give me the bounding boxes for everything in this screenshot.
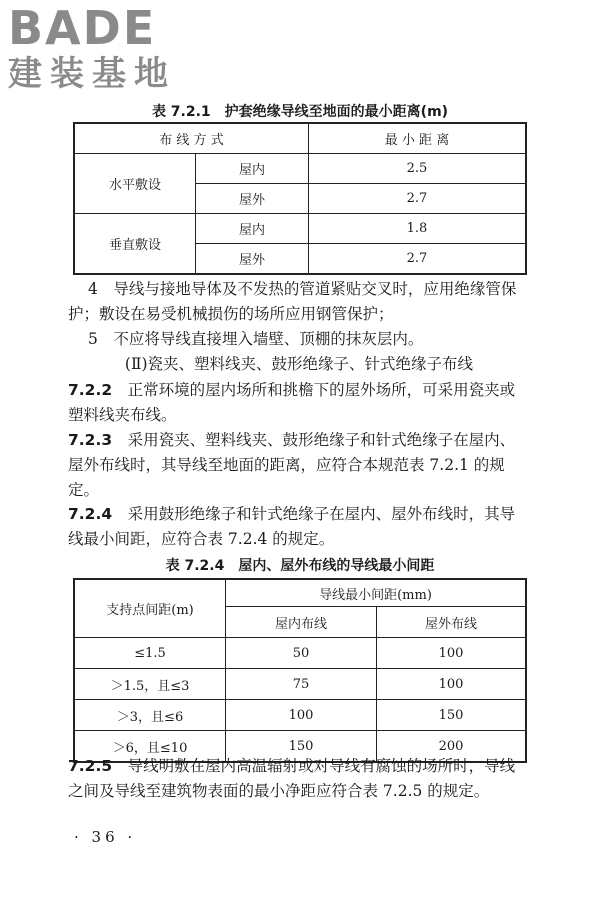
clause-7-2-3 — [68, 428, 530, 503]
table1-header-min-distance: 最 小 距 离 — [309, 123, 527, 154]
table2-span: ＞3，且≤6 — [74, 700, 226, 731]
table1-value: 1.8 — [309, 214, 527, 244]
table-row — [74, 638, 526, 669]
table-row — [74, 669, 526, 700]
table2-header-group: 导线最小间距(mm) — [226, 579, 527, 607]
table1-location: 屋内 — [196, 214, 309, 244]
table1-location: 屋内 — [196, 154, 309, 184]
logo-latin: BADE — [8, 1, 157, 55]
clause-number: 7.2.3 — [68, 431, 113, 449]
table1-group-horizontal: 水平敷设 — [74, 154, 196, 214]
clause-number: 7.2.2 — [68, 381, 113, 399]
table-row — [74, 700, 526, 731]
table1-caption: 表 7.2.1 护套绝缘导线至地面的最小距离(m) — [151, 104, 449, 120]
table1-location: 屋外 — [196, 184, 309, 214]
table2-header-indoor: 屋内布线 — [226, 607, 377, 638]
table1-group-vertical: 垂直敷设 — [74, 214, 196, 275]
table2-indoor: 100 — [226, 700, 377, 731]
table2-span: ＞6，且≤10 — [74, 731, 226, 763]
clause-7-2-5 — [68, 754, 530, 804]
logo-chinese: 建装基地 — [8, 54, 176, 94]
clause-text: 正常环境的屋内场所和挑檐下的屋外场所，可采用瓷夹或塑料线夹布线。 — [68, 381, 516, 424]
table1-value: 2.5 — [309, 154, 527, 184]
table2-indoor: 50 — [226, 638, 377, 669]
clause-number: 7.2.4 — [68, 505, 113, 523]
table2-outdoor: 100 — [377, 638, 527, 669]
clause-text: 采用鼓形绝缘子和针式绝缘子在屋内、屋外布线时，其导线最小间距，应符合表 7.2.4 的规定。 — [68, 505, 516, 548]
clause-7-2-2 — [68, 378, 530, 428]
table2-span: ＞1.5，且≤3 — [74, 669, 226, 700]
table-7-2-1 — [73, 122, 527, 275]
table2-indoor: 75 — [226, 669, 377, 700]
clause-7-2-4 — [68, 502, 530, 552]
table2-outdoor: 150 — [377, 700, 527, 731]
table2-outdoor: 100 — [377, 669, 527, 700]
table2-header-outdoor: 屋外布线 — [377, 607, 527, 638]
clause-text: 采用瓷夹、塑料线夹、鼓形绝缘子和针式绝缘子在屋内、屋外布线时，其导线至地面的距离，应符合本规范表 7.2.1 的规定。 — [68, 431, 516, 499]
table1-location: 屋外 — [196, 244, 309, 275]
table2-header-span: 支持点间距(m) — [74, 579, 226, 638]
table2-caption: 表 7.2.4 屋内、屋外布线的导线最小间距 — [165, 558, 435, 574]
clause-number: 7.2.5 — [68, 757, 113, 775]
subsection-heading: (Ⅱ)瓷夹、塑料线夹、鼓形绝缘子、针式绝缘子布线 — [124, 355, 474, 373]
paragraph-item-5: 5 不应将导线直接埋入墙壁、顶棚的抹灰层内。 — [88, 330, 424, 348]
table-7-2-4 — [73, 578, 527, 763]
paragraph-item-4: 4 导线与接地导体及不发热的管道紧贴交叉时，应用绝缘管保护；敷设在易受机械损伤的场所应用钢管保护； — [68, 280, 517, 323]
logo — [8, 1, 176, 94]
table2-outdoor: 200 — [377, 731, 527, 763]
table2-indoor: 150 — [226, 731, 377, 763]
table1-value: 2.7 — [309, 184, 527, 214]
page-number: · 36 · — [74, 828, 137, 846]
table1-value: 2.7 — [309, 244, 527, 275]
table2-span: ≤1.5 — [74, 638, 226, 669]
clause-text: 导线明敷在屋内高温辐射或对导线有腐蚀的场所时，导线之间及导线至建筑物表面的最小净距应符合表 7.2.5 的规定。 — [68, 757, 516, 800]
table1-header-method: 布 线 方 式 — [74, 123, 309, 154]
